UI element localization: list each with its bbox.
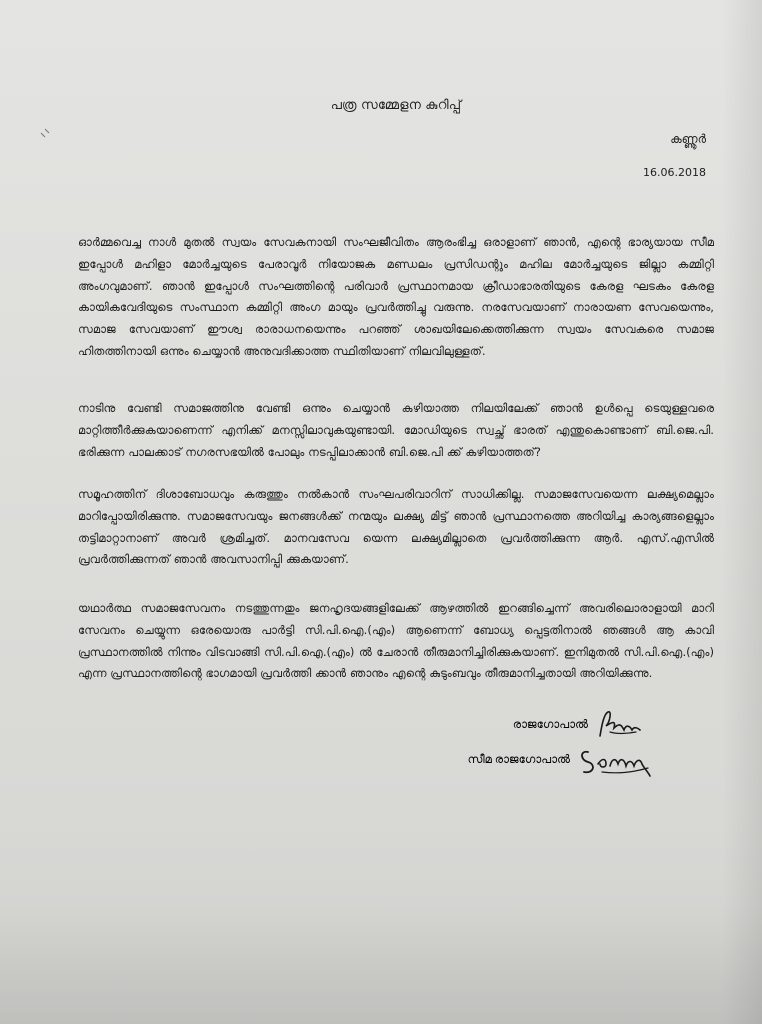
signatory-name: സീമ രാജഗോപാൽ [467, 753, 570, 766]
page-shadow [0, 904, 762, 1024]
paragraph: സമൂഹത്തിന് ദിശാബോധവും കരുത്തും നൽകാൻ സംഘപരിവാറിന് സാധിക്കില്ല. സമാജസേവയെന്ന ലക്ഷ്യമെല്ലാം മാറിപ്പോയിരിക്കുന്നു. സമാജസേവയും ജനങ്ങൾക്ക് നന്മയും ലക്ഷ്യ മിട്ട് ഞാൻ പ്രസ്ഥാനത്തെ അറിയിച്ച കാര്യങ്ങളെല്ലാം തട്ടിമാറ്റാനാണ് അവർ ശ്രമിച്ചത്. മാനവസേവ യെന്ന ലക്ഷ്യമില്ലാതെ പ്രവർത്തിക്കുന്ന ആർ. എസ്.എസിൽ പ്രവർത്തിക്കുന്നത് ഞാൻ അവസാനിപ്പി ക്കുകയാണ്. [78, 487, 714, 567]
page-shadow [722, 0, 762, 1024]
handwritten-signature-icon [578, 742, 652, 778]
document-place: കണ്ണൂർ [670, 132, 706, 146]
document-date: 16.06.2018 [643, 166, 706, 179]
paragraph: ഓർമ്മവെച്ച നാൾ മുതൽ സ്വയം സേവകനായി സംഘജീവിതം ആരംഭിച്ച ഒരാളാണ് ഞാൻ, എന്റെ ഭാര്യയായ സീമ ഇപ്പോൾ മഹിളാ മോർച്ചയുടെ പേരാവൂർ നിയോജക മണ്ഡലം പ്രസിഡന്റും മഹില മോർച്ചയുടെ ജില്ലാ കമ്മിറ്റി അംഗവുമാണ്. ഞാൻ ഇപ്പോൾ സംഘത്തിന്റെ പരിവാർ പ്രസ്ഥാനമായ ക്രീഡാഭാരതിയുടെ കേരള ഘടകം കേരള കായികവേദിയുടെ സംസ്ഥാന കമ്മിറ്റി അംഗ മായും പ്രവർത്തിച്ചു വരുന്നു. നരസേവയാണ് നാരായണ സേവയെന്നും, സമാജ സേവയാണ് ഈശ്വ രാരാധനയെന്നും പറഞ്ഞ് ശാഖയിലേക്കെത്തിക്കുന്ന സ്വയം സേവകരെ സമാജ ഹിതത്തിനായി ഒന്നും ചെയ്യാൻ അനുവദിക്കാത്ത സ്ഥിതിയാണ് നിലവിലുള്ളത്. [78, 235, 714, 358]
paragraph: യഥാർത്ഥ സമാജസേവനം നടത്തുന്നതും ജനഹൃദയങ്ങളിലേക്ക് ആഴത്തിൽ ഇറങ്ങിച്ചെന്ന് അവരിലൊരാളായി മാറി സേവനം ചെയ്യുന്ന ഒരേയൊരു പാർട്ടി സി.പി.ഐ.(എം) ആണെന്ന് ബോധ്യ പ്പെട്ടതിനാൽ ഞങ്ങൾ ആ കാവി പ്രസ്ഥാനത്തിൽ നിന്നും വിടവാങ്ങി സി.പി.ഐ.(എം) ൽ ചേരാൻ തീരുമാനിച്ചിരിക്കുകയാണ്. ഇനിമുതൽ സി.പി.ഐ.(എം) എന്ന പ്രസ്ഥാനത്തിന്റെ ഭാഗമായി പ്രവർത്തി ക്കാൻ ഞാനും എന്റെ കുടുംബവും തീരുമാനിച്ചതായി അറിയിക്കുന്നു. [78, 601, 714, 681]
punch-mark-icon [40, 128, 50, 138]
signature-block-1 [513, 708, 642, 742]
signatory-name: രാജഗോപാൽ [512, 718, 588, 731]
document-title: പത്ര സമ്മേളന കുറിപ്പ് [330, 98, 462, 113]
signature-block-2 [468, 742, 652, 778]
handwritten-signature-icon [596, 708, 642, 742]
paragraph: നാടിനു വേണ്ടി സമാജത്തിനു വേണ്ടി ഒന്നും ചെയ്യാൻ കഴിയാത്ത നിലയിലേക്ക് ഞാൻ ഉൾപ്പെ ടെയുള്ളവരെ മാറ്റിത്തീർക്കുകയാണെന്ന് എനിക്ക് മനസ്സിലാവുകയുണ്ടായി. മോഡിയുടെ സ്വച്ഛ് ഭാരത് എന്തുകൊണ്ടാണ് ബി.ജെ.പി. ഭരിക്കുന്ന പാലക്കാട് നഗരസഭയിൽ പോലും നടപ്പിലാക്കാൻ ബി.ജെ.പി ക്ക് കഴിയാത്തത്? [78, 401, 714, 459]
